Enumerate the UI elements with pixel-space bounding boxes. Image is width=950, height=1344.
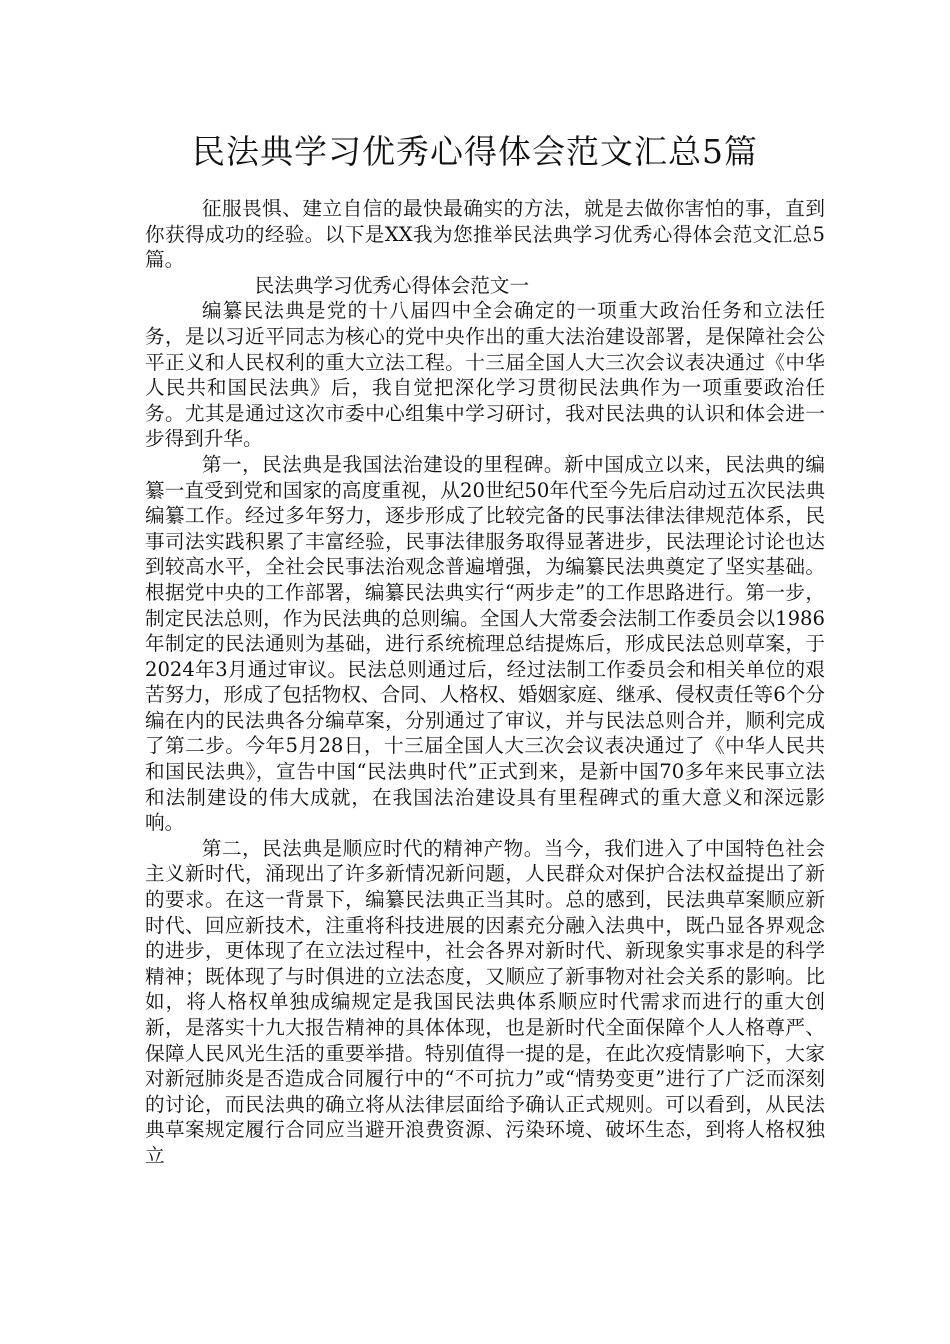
body-paragraph: 第二，民法典是顺应时代的精神产物。当今，我们进入了中国特色社会主义新时代，涌现出了许多新情况新问题，人民群众对保护合法权益提出了新的要求。在这一背景下，编纂民法典正当其时。总的感到，民法典草案顺应新时代、回应新技术，注重将科技进展的因素充分融入法典中，既凸显各界观念的进步，更体现了在立法过程中，社会各界对新时代、新现象实事求是的科学精神；既体现了与时俱进的立法态度，又顺应了新事物对社会关系的影响。比如，将人格权单独成编规定是我国民法典体系顺应时代需求而进行的重大创新，是落实十九大报告精神的具体体现，也是新时代全面保障个人人格尊严、保障人民风光生活的重要举措。特别值得一提的是，在此次疫情影响下，大家对新冠肺炎是否造成合同履行中的“不可抗力”或“情势变更”进行了广泛而深刻的讨论，而民法典的确立将从法律层面给予确认正式规则。可以看到，从民法典草案规定履行合同应当避开浪费资源、污染环境、破坏生态，到将人格权独立 [145, 836, 825, 1167]
intro-paragraph: 征服畏惧、建立自信的最快最确实的方法，就是去做你害怕的事，直到你获得成功的经验。以下是XX我为您推举民法典学习优秀心得体会范文汇总5篇。 [145, 197, 825, 272]
body-paragraph: 第一，民法典是我国法治建设的里程碑。新中国成立以来，民法典的编纂一直受到党和国家的高度重视，从20世纪50年代至今先后启动过五次民法典编纂工作。经过多年努力，逐步形成了比较完备的民事法律法律规范体系，民事司法实践积累了丰富经验，民事法律服务取得显著进步，民法理论讨论也达到较高水平，全社会民事法治观念普遍增强，为编纂民法典奠定了坚实基础。根据党中央的工作部署，编纂民法典实行“两步走”的工作思路进行。第一步，制定民法总则，作为民法典的总则编。全国人大常委会法制工作委员会以1986年制定的民法通则为基础，进行系统梳理总结提炼后，形成民法总则草案，于2024年3月通过审议。民法总则通过后，经过法制工作委员会和相关单位的艰苦努力，形成了包括物权、合同、人格权、婚姻家庭、继承、侵权责任等6个分编在内的民法典各分编草案，分别通过了审议，并与民法总则合并，顺利完成了第二步。今年5月28日，十三届全国人大三次会议表决通过了《中华人民共和国民法典》，宣告中国“民法典时代”正式到来，是新中国70多年来民事立法和法制建设的伟大成就，在我国法治建设具有里程碑式的重大意义和深远影响。 [145, 452, 825, 835]
document-title: 民法典学习优秀心得体会范文汇总5篇 [192, 132, 758, 171]
section-heading: 民法典学习优秀心得体会范文一 [254, 273, 530, 297]
document-body [145, 196, 825, 1169]
body-paragraph: 编纂民法典是党的十八届四中全会确定的一项重大政治任务和立法任务，是以习近平同志为核心的党中央作出的重大法治建设部署，是保障社会公平正义和人民权利的重大立法工程。十三届全国人大三次会议表决通过《中华人民共和国民法典》后，我自觉把深化学习贯彻民法典作为一项重要政治任务。尤其是通过这次市委中心组集中学习研讨，我对民法典的认识和体会进一步得到升华。 [145, 299, 825, 451]
